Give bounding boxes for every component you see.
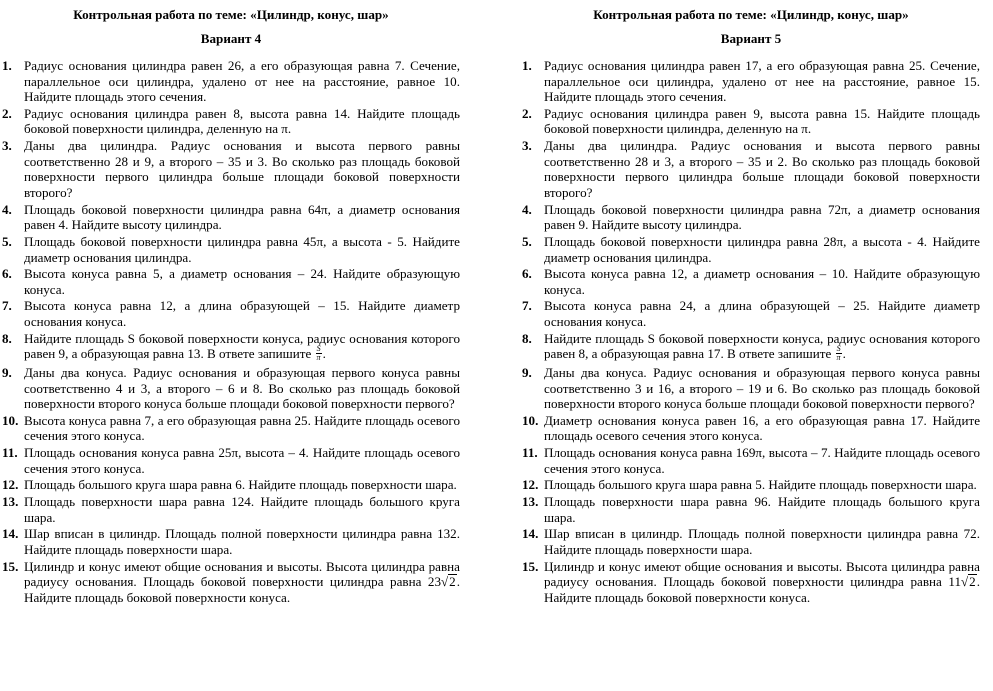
problem-text [544, 365, 980, 412]
problem-statement: Высота конуса равна 5, а диаметр основания – 24. Найдите образующую конуса. [24, 266, 460, 297]
problem-statement: Даны два цилиндра. Радиус основания и высота первого равны соответственно 28 и 9, а второго – 35 и 3. Во сколько раз площадь боковой поверхности первого цилиндра больше площади боковой поверхности второго? [24, 138, 460, 200]
problem-number: 9. [2, 364, 12, 380]
problem-number: 7. [522, 298, 532, 314]
problem-text [24, 445, 460, 476]
problem-text [24, 559, 460, 606]
problem-number: 1. [522, 58, 532, 73]
problem-number: 8. [522, 330, 532, 346]
radicand: 2 [449, 574, 456, 590]
problem-statement-tail: . [322, 346, 326, 362]
variant-heading: Вариант 5 [720, 31, 782, 46]
problem-item [522, 559, 980, 606]
problem-text [544, 202, 980, 233]
problem-number: 10. [522, 412, 539, 428]
problem-statement: Цилиндр и конус имеют общие основания и высоты. Высота цилиндра равна радиусу основания. Площадь боковой поверхности цилиндра равна 23 [24, 558, 460, 590]
fraction-numerator: S [836, 343, 841, 353]
problem-text [544, 526, 980, 557]
problem-item [2, 526, 460, 557]
problem-number: 1. [2, 58, 12, 73]
problem-text [24, 138, 460, 200]
problem-item [522, 298, 980, 329]
problem-item [522, 494, 980, 525]
problem-number: 4. [522, 201, 532, 217]
problem-list [2, 58, 460, 605]
problem-text [544, 331, 980, 364]
problem-item [2, 445, 460, 476]
square-root [961, 574, 977, 590]
fraction-numerator: S [316, 343, 321, 353]
problem-number: 10. [2, 412, 19, 428]
problem-number: 5. [2, 233, 12, 249]
problem-number: 13. [522, 494, 539, 510]
problem-statement: Шар вписан в цилиндр. Площадь полной поверхности цилиндра равна 132. Найдите площадь поверхности шара. [24, 526, 460, 557]
problem-text [24, 526, 460, 557]
problem-item [522, 445, 980, 476]
problem-statement: Площадь основания конуса равна 169π, высота – 7. Найдите площадь осевого сечения этого конуса. [544, 445, 980, 476]
problem-statement: Площадь боковой поверхности цилиндра равна 64π, а диаметр основания равен 4. Найдите высоту цилиндра. [24, 201, 460, 233]
problem-statement: Диаметр основания конуса равен 16, а его образующая равна 17. Найдите площадь осевого сечения этого конуса. [544, 412, 980, 444]
problem-text [544, 298, 980, 329]
problem-item [2, 559, 460, 606]
problem-item [522, 266, 980, 297]
problem-number: 2. [522, 105, 532, 121]
variant-heading: Вариант 4 [200, 31, 262, 46]
problem-item [522, 331, 980, 364]
problem-statement: Радиус основания цилиндра равен 9, высота равна 15. Найдите площадь боковой поверхности цилиндра, деленную на π. [544, 105, 980, 137]
problem-number: 13. [2, 494, 19, 510]
problem-statement: Площадь поверхности шара равна 124. Найдите площадь большого круга шара. [24, 494, 460, 525]
fraction-s-over-pi [836, 345, 842, 362]
problem-number: 15. [522, 558, 539, 574]
problem-number: 3. [522, 138, 532, 154]
problem-text [24, 58, 460, 105]
problem-statement: Площадь поверхности шара равна 96. Найдите площадь большого круга шара. [544, 494, 980, 525]
problem-statement: Высота конуса равна 12, а диаметр основания – 10. Найдите образующую конуса. [544, 266, 980, 297]
problem-statement: Площадь основания конуса равна 25π, высота – 4. Найдите площадь осевого сечения этого конуса. [24, 445, 460, 476]
problem-text [544, 58, 980, 105]
problem-statement: Высота конуса равна 12, а длина образующей – 15. Найдите диаметр основания конуса. [24, 298, 460, 330]
problem-number: 6. [2, 266, 12, 282]
variant-5-column [522, 0, 980, 607]
problem-statement: Даны два конуса. Радиус основания и образующая первого конуса равны соответственно 3 и 16, а второго – 19 и 6. Во сколько раз площадь боковой поверхности второго конуса больше площади боковой поверхности первого? [544, 364, 980, 412]
problem-item [2, 234, 460, 265]
problem-statement: Шар вписан в цилиндр. Площадь полной поверхности цилиндра равна 72. Найдите площадь поверхности шара. [544, 526, 980, 557]
problem-text [24, 106, 460, 137]
problem-statement: Высота конуса равна 24, а длина образующей – 25. Найдите диаметр основания конуса. [544, 298, 980, 330]
problem-statement: Даны два конуса. Радиус основания и образующая первого конуса равны соответственно 4 и 3, а второго – 6 и 8. Во сколько раз площадь боковой поверхности второго конуса больше площади боковой поверхности первого? [24, 364, 460, 412]
problem-number: 14. [522, 526, 539, 542]
problem-number: 12. [2, 477, 19, 493]
problem-number: 12. [522, 477, 539, 493]
problem-item [2, 365, 460, 412]
problem-number: 8. [2, 330, 12, 346]
problem-text [24, 365, 460, 412]
problem-text [544, 477, 980, 493]
problem-item [2, 106, 460, 137]
problem-list [522, 58, 980, 605]
problem-text [544, 494, 980, 525]
problem-statement-tail: . [842, 346, 846, 362]
problem-item [2, 266, 460, 297]
problem-item [2, 202, 460, 233]
problem-item [2, 58, 460, 105]
problem-number: 15. [2, 558, 19, 574]
problem-text [544, 445, 980, 476]
problem-text [24, 477, 460, 493]
problem-text [24, 494, 460, 525]
problem-text [544, 106, 980, 137]
problem-item [522, 365, 980, 412]
problem-statement: Площадь большого круга шара равна 5. Найдите площадь поверхности шара. [544, 477, 977, 493]
problem-text [544, 138, 980, 200]
problem-statement: Найдите площадь S боковой поверхности конуса, радиус основания которого равен 9, а образующая равна 13. В ответе запишите [24, 330, 460, 362]
problem-text [544, 266, 980, 297]
problem-item [522, 138, 980, 200]
problem-number: 11. [522, 445, 538, 461]
problem-number: 11. [2, 445, 18, 461]
problem-text [544, 413, 980, 444]
problem-item [2, 494, 460, 525]
problem-item [522, 202, 980, 233]
problem-number: 7. [2, 298, 12, 314]
fraction-s-over-pi [316, 345, 322, 362]
problem-statement-tail: . Найдите площадь боковой поверхности конуса. [544, 574, 980, 605]
problem-item [2, 138, 460, 200]
variant-4-column [2, 0, 460, 607]
fraction-denominator: π [836, 352, 841, 362]
problem-text [24, 266, 460, 297]
problem-item [2, 477, 460, 493]
problem-text [544, 234, 980, 265]
problem-number: 9. [522, 364, 532, 380]
problem-text [24, 331, 460, 364]
problem-item [522, 58, 980, 105]
test-title: Контрольная работа по теме: «Цилиндр, конус, шар» [593, 7, 909, 22]
problem-item [522, 526, 980, 557]
radicand: 2 [969, 574, 976, 590]
problem-statement: Площадь большого круга шара равна 6. Найдите площадь поверхности шара. [24, 477, 457, 493]
radical-sign-icon: √ [961, 574, 969, 590]
radical-sign-icon: √ [441, 574, 449, 590]
problem-item [522, 106, 980, 137]
problem-statement: Даны два цилиндра. Радиус основания и высота первого равны соответственно 28 и 3, а второго – 35 и 2. Во сколько раз площадь боковой поверхности первого цилиндра больше площади боковой поверхности второго? [544, 138, 980, 200]
problem-number: 5. [522, 233, 532, 249]
problem-text [24, 298, 460, 329]
problem-statement: Радиус основания цилиндра равен 8, высота равна 14. Найдите площадь боковой поверхности цилиндра, деленную на π. [24, 105, 460, 137]
problem-item [522, 234, 980, 265]
problem-item [2, 413, 460, 444]
problem-statement-tail: . Найдите площадь боковой поверхности конуса. [24, 574, 460, 605]
problem-number: 3. [2, 138, 12, 154]
problem-item [2, 298, 460, 329]
problem-text [544, 559, 980, 606]
problem-statement: Высота конуса равна 7, а его образующая равна 25. Найдите площадь осевого сечения этого конуса. [24, 412, 460, 444]
problem-statement: Площадь боковой поверхности цилиндра равна 28π, а высота - 4. Найдите диаметр основания цилиндра. [544, 233, 980, 265]
problem-number: 6. [522, 266, 532, 282]
problem-statement: Радиус основания цилиндра равен 26, а его образующая равна 7. Сечение, параллельное оси цилиндра, удалено от нее на расстояние, равное 10. Найдите площадь этого сечения. [24, 58, 460, 105]
problem-number: 4. [2, 201, 12, 217]
problem-statement: Найдите площадь S боковой поверхности конуса, радиус основания которого равен 8, а образующая равна 17. В ответе запишите [544, 330, 980, 362]
problem-statement: Площадь боковой поверхности цилиндра равна 45π, а высота - 5. Найдите диаметр основания цилиндра. [24, 233, 460, 265]
problem-text [24, 413, 460, 444]
problem-statement: Площадь боковой поверхности цилиндра равна 72π, а диаметр основания равен 9. Найдите высоту цилиндра. [544, 201, 980, 233]
square-root [441, 574, 457, 590]
problem-item [522, 477, 980, 493]
problem-text [24, 234, 460, 265]
test-title: Контрольная работа по теме: «Цилиндр, конус, шар» [73, 7, 389, 22]
problem-item [2, 331, 460, 364]
problem-item [522, 413, 980, 444]
problem-statement: Радиус основания цилиндра равен 17, а его образующая равна 25. Сечение, параллельное оси цилиндра, удалено от нее на расстояние, равное 15. Найдите площадь этого сечения. [544, 58, 980, 105]
fraction-denominator: π [316, 352, 321, 362]
problem-text [24, 202, 460, 233]
problem-number: 2. [2, 105, 12, 121]
problem-statement: Цилиндр и конус имеют общие основания и высоты. Высота цилиндра равна радиусу основания. Площадь боковой поверхности цилиндра равна 11 [544, 558, 980, 590]
problem-number: 14. [2, 526, 19, 542]
